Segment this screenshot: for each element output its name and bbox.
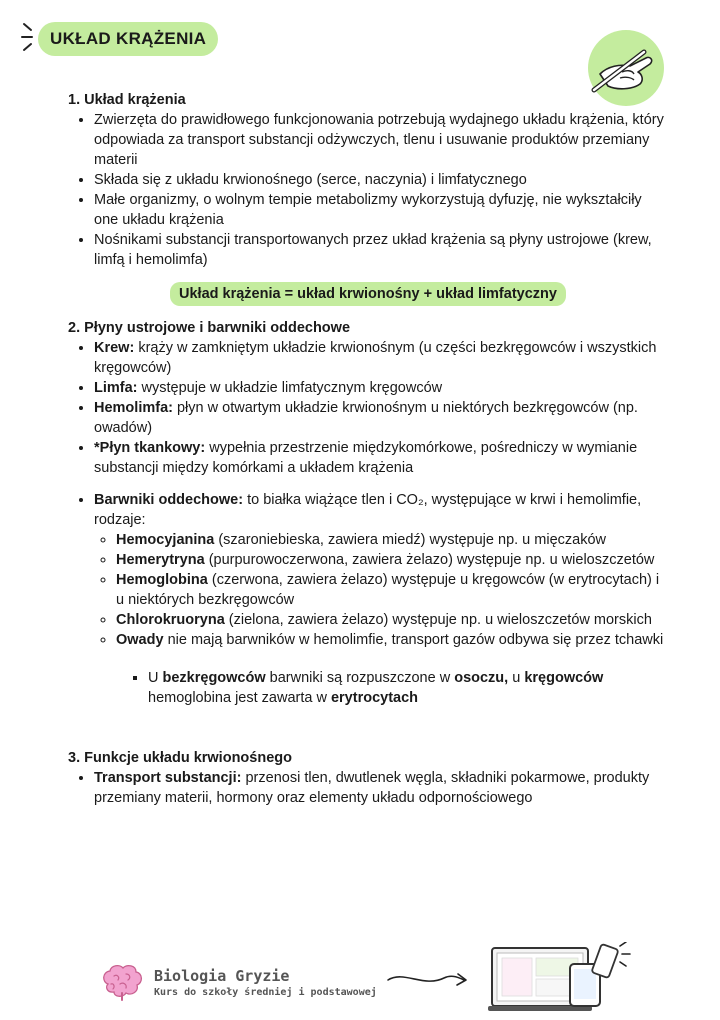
list-item (94, 768, 668, 808)
note-text: U (148, 670, 163, 686)
footer-brand (100, 962, 377, 1002)
term: Transport substancji: (94, 770, 242, 786)
definition: występuje w układzie limfatycznym kręgowców (137, 380, 443, 396)
term: Hemocyjanina (116, 532, 215, 548)
note-bold: bezkręgowców (162, 670, 266, 686)
brand-name: Biologia Gryzie (154, 966, 290, 985)
term: Hemerytryna (116, 552, 205, 568)
brain-icon (100, 962, 144, 1002)
term: Krew: (94, 340, 135, 356)
page-title: UKŁAD KRĄŻENIA (38, 22, 218, 56)
note-item (148, 668, 668, 708)
definition: (zielona, zawiera żelazo) występuje np. u wieloszczetów morskich (224, 612, 652, 628)
document-body (68, 90, 668, 808)
list-item: • Nośnikami substancji transportowanych przez układ krążenia są płyny ustrojowe (krew, limfą i hemolimfa) (94, 230, 668, 270)
definition: przenosi tlen, dwutlenek węgla, składniki pokarmowe, produkty przemiany materii, hormony oraz elementy układu odpornościowego (94, 770, 650, 806)
note-bold: kręgowców (524, 670, 604, 686)
definition: (purpurowoczerwona, zawiera żelazo) występuje np. u wieloszczetów (204, 552, 655, 568)
functions-list (68, 768, 668, 808)
devices-icon (488, 942, 638, 1014)
fluids-list (68, 338, 668, 478)
section-title: 3. Funkcje układu krwionośnego (68, 750, 292, 766)
list-item (94, 338, 668, 378)
list-item (94, 490, 668, 650)
list-item (94, 398, 668, 438)
definition: (czerwona, zawiera żelazo) występuje u kręgowców (w erytrocytach) i u niektórych bezkręgowców (116, 572, 660, 608)
section-title: 1. Układ krążenia (68, 92, 186, 108)
definition: krąży w zamkniętym układzie krwionośnym (u części bezkręgowców i wszystkich kręgowców) (94, 340, 657, 376)
note-text: hemoglobina jest zawarta w (148, 690, 331, 706)
definition: nie mają barwników w hemolimfie, transport gazów odbywa się przez tchawki (163, 632, 664, 648)
definition: płyn w otwartym układzie krwionośnym u niektórych bezkręgowców (np. owadów) (94, 400, 638, 436)
list-item (116, 630, 668, 650)
definition: wypełnia przestrzenie międzykomórkowe, pośredniczy w wymianie substancji między komórkami a układem krążenia (94, 440, 638, 476)
pigment-types-list (94, 530, 668, 650)
curved-arrow-icon (384, 966, 474, 996)
list-item: • Zwierzęta do prawidłowego funkcjonowania potrzebują wydajnego układu krążenia, który odpowiada za transport substancji odżywczych, tlenu i usuwanie produktów przemiany materii (94, 110, 668, 170)
term: Barwniki oddechowe: (94, 492, 244, 508)
term: Limfa: (94, 380, 138, 396)
term: Hemolimfa: (94, 400, 173, 416)
term: Owady (116, 632, 164, 648)
list-item (94, 378, 668, 398)
list-item (94, 438, 668, 478)
list-item (116, 550, 668, 570)
note-bold: osoczu, (454, 670, 509, 686)
section-1-list (68, 110, 668, 270)
highlight-formula: Układ krążenia = układ krwionośny + układ limfatyczny (170, 282, 566, 306)
note-list (68, 668, 668, 708)
list-item (116, 570, 668, 610)
brand-subtitle: Kurs do szkoły średniej i podstawowej (154, 986, 377, 998)
note-text: u (508, 670, 525, 686)
list-item: • Składa się z układu krwionośnego (serce, naczynia) i limfatycznego (94, 170, 668, 190)
list-item (116, 610, 668, 630)
list-item: • Małe organizmy, o wolnym tempie metabolizmy wykorzystują dyfuzję, nie wykształciły one układu krążenia (94, 190, 668, 230)
term: *Płyn tkankowy: (94, 440, 206, 456)
pigments-list (68, 490, 668, 650)
section-title: 2. Płyny ustrojowe i barwniki oddechowe (68, 320, 351, 336)
term: Hemoglobina (116, 572, 208, 588)
note-bold: erytrocytach (330, 690, 419, 706)
definition: (szaroniebieska, zawiera miedź) występuje np. u mięczaków (214, 532, 606, 548)
definition: to białka wiążące tlen i CO₂, występujące w krwi i hemolimfie, rodzaje: (94, 492, 642, 528)
note-text: barwniki są rozpuszczone w (265, 670, 455, 686)
list-item (116, 530, 668, 550)
term: Chlorokruoryna (116, 612, 225, 628)
